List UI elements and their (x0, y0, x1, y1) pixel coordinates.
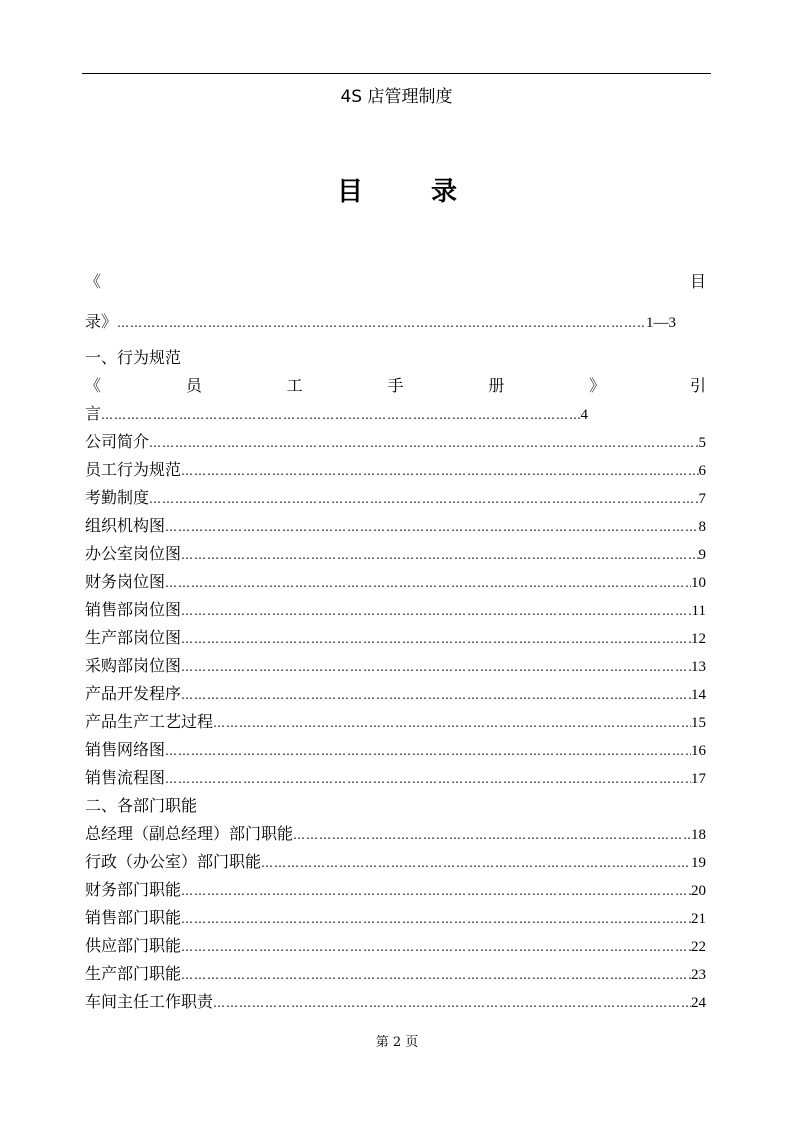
toc-entry-page: 16 (691, 743, 706, 759)
toc-entry-text: 言 (85, 404, 102, 423)
toc-entry-text: 录》 (85, 312, 118, 331)
toc-entry[interactable] (85, 960, 706, 988)
toc-entry-text: 产品开发程序 (85, 684, 182, 703)
header-rule (82, 73, 711, 74)
toc-leader-dots (181, 681, 691, 709)
toc-leader-dots (181, 933, 691, 961)
toc-heading-char: 目 (336, 177, 363, 207)
toc-leader-dots (293, 821, 691, 849)
toc-entry[interactable] (85, 932, 706, 960)
toc-char: 《 (85, 272, 102, 291)
toc-entry-text: 财务部门职能 (85, 880, 182, 899)
toc-entry[interactable] (85, 848, 706, 876)
toc-char: 手 (387, 376, 404, 395)
toc-entry-text: 生产部岗位图 (85, 628, 182, 647)
toc-entry[interactable] (85, 904, 706, 932)
toc-leader-dots (181, 653, 691, 681)
toc-entry-page: 10 (691, 575, 706, 591)
toc-entry-handbook-line1[interactable] (85, 372, 706, 400)
toc-entry[interactable] (85, 540, 706, 568)
toc-entry-text: 行政（办公室）部门职能 (85, 852, 262, 871)
toc-entry-text: 产品生产工艺过程 (85, 712, 214, 731)
toc-entry-page: 13 (691, 659, 706, 675)
toc-entry-page: 5 (698, 435, 706, 451)
toc-entry[interactable] (85, 652, 706, 680)
toc-leader-dots (261, 849, 691, 877)
toc-entry-catalog-line2[interactable] (85, 300, 706, 344)
toc-entry-page: 23 (691, 967, 706, 983)
toc-leader-dots (165, 765, 691, 793)
toc-entry-text: 办公室岗位图 (85, 544, 182, 563)
toc-section-heading: 二、各部门职能 (85, 796, 198, 815)
toc-entry-text: 采购部岗位图 (85, 656, 182, 675)
toc-heading (0, 172, 794, 212)
toc-leader-dots (181, 961, 691, 989)
toc-entry-page: 12 (691, 631, 706, 647)
toc-entry[interactable] (85, 708, 706, 736)
toc-entry-text: 公司简介 (85, 432, 150, 451)
toc-entry[interactable] (85, 428, 706, 456)
toc-entry[interactable] (85, 596, 706, 624)
footer-page-number: 2 (392, 1035, 402, 1050)
page-footer (0, 1034, 794, 1052)
toc-leader-dots (181, 625, 691, 653)
toc-leader-dots (213, 709, 691, 737)
toc-entry-page: 15 (691, 715, 706, 731)
footer-prefix: 第 (375, 1035, 389, 1050)
toc-entry-text: 车间主任工作职责 (85, 992, 214, 1011)
toc-leader-dots (165, 737, 691, 765)
toc-entry-page: 22 (691, 939, 706, 955)
toc-entry-text: 销售流程图 (85, 768, 166, 787)
toc-leader-dots (181, 905, 691, 933)
toc-entry-page: 4 (580, 407, 588, 423)
toc-char: 引 (689, 376, 706, 395)
table-of-contents (85, 264, 706, 1016)
toc-entry-page: 17 (691, 771, 706, 787)
toc-entry-catalog-line1[interactable] (85, 264, 706, 300)
toc-entry-page: 24 (691, 995, 706, 1011)
toc-leader-dots (117, 301, 646, 345)
toc-leader-dots (149, 429, 698, 457)
toc-entry-page: 14 (691, 687, 706, 703)
toc-entry[interactable] (85, 680, 706, 708)
toc-entry-text: 考勤制度 (85, 488, 150, 507)
toc-entry[interactable] (85, 988, 706, 1016)
footer-suffix: 页 (405, 1035, 419, 1050)
toc-entry[interactable] (85, 568, 706, 596)
toc-char: 《 (85, 376, 102, 395)
toc-char: 》 (589, 376, 606, 395)
toc-char: 员 (185, 376, 202, 395)
toc-leader-dots (213, 989, 691, 1017)
toc-entry-text: 销售网络图 (85, 740, 166, 759)
document-header-title: 4S 店管理制度 (340, 87, 453, 107)
toc-entry[interactable] (85, 736, 706, 764)
toc-leader-dots (181, 877, 691, 905)
toc-leader-dots (181, 597, 692, 625)
toc-entry-page: 8 (698, 519, 706, 535)
toc-char: 册 (488, 376, 505, 395)
toc-entry-text: 销售部门职能 (85, 908, 182, 927)
toc-leader-dots (149, 485, 698, 513)
toc-entry[interactable] (85, 876, 706, 904)
toc-entry-text: 总经理（副总经理）部门职能 (85, 824, 294, 843)
toc-entry[interactable] (85, 764, 706, 792)
toc-entry[interactable] (85, 456, 706, 484)
toc-heading-char: 录 (431, 177, 458, 207)
toc-entry-text: 组织机构图 (85, 516, 166, 535)
toc-entry[interactable] (85, 820, 706, 848)
toc-entry[interactable] (85, 512, 706, 540)
toc-entry[interactable] (85, 624, 706, 652)
toc-entry-page: 7 (698, 491, 706, 507)
toc-entry-page: 9 (698, 547, 706, 563)
toc-entry-page: 20 (691, 883, 706, 899)
toc-leader-dots (181, 457, 698, 485)
toc-entry-text: 财务岗位图 (85, 572, 166, 591)
toc-leader-dots (101, 401, 580, 429)
toc-entry-page: 21 (691, 911, 706, 927)
toc-entry-page: 19 (691, 855, 706, 871)
toc-entry[interactable] (85, 484, 706, 512)
toc-char: 工 (286, 376, 303, 395)
toc-leader-dots (165, 513, 698, 541)
toc-entry-text: 销售部岗位图 (85, 600, 182, 619)
toc-entry-page: 11 (691, 603, 706, 619)
toc-entry-page: 18 (691, 827, 706, 843)
toc-leader-dots (181, 541, 698, 569)
toc-section-heading: 一、行为规范 (85, 348, 182, 367)
toc-entry-page: 6 (698, 463, 706, 479)
toc-entry-text: 供应部门职能 (85, 936, 182, 955)
toc-leader-dots (165, 569, 691, 597)
toc-entry-text: 生产部门职能 (85, 964, 182, 983)
toc-char: 目 (689, 272, 706, 291)
toc-entry-handbook-line2[interactable] (85, 400, 706, 428)
toc-entry-text: 员工行为规范 (85, 460, 182, 479)
toc-entry-page: 1—3 (646, 315, 676, 331)
